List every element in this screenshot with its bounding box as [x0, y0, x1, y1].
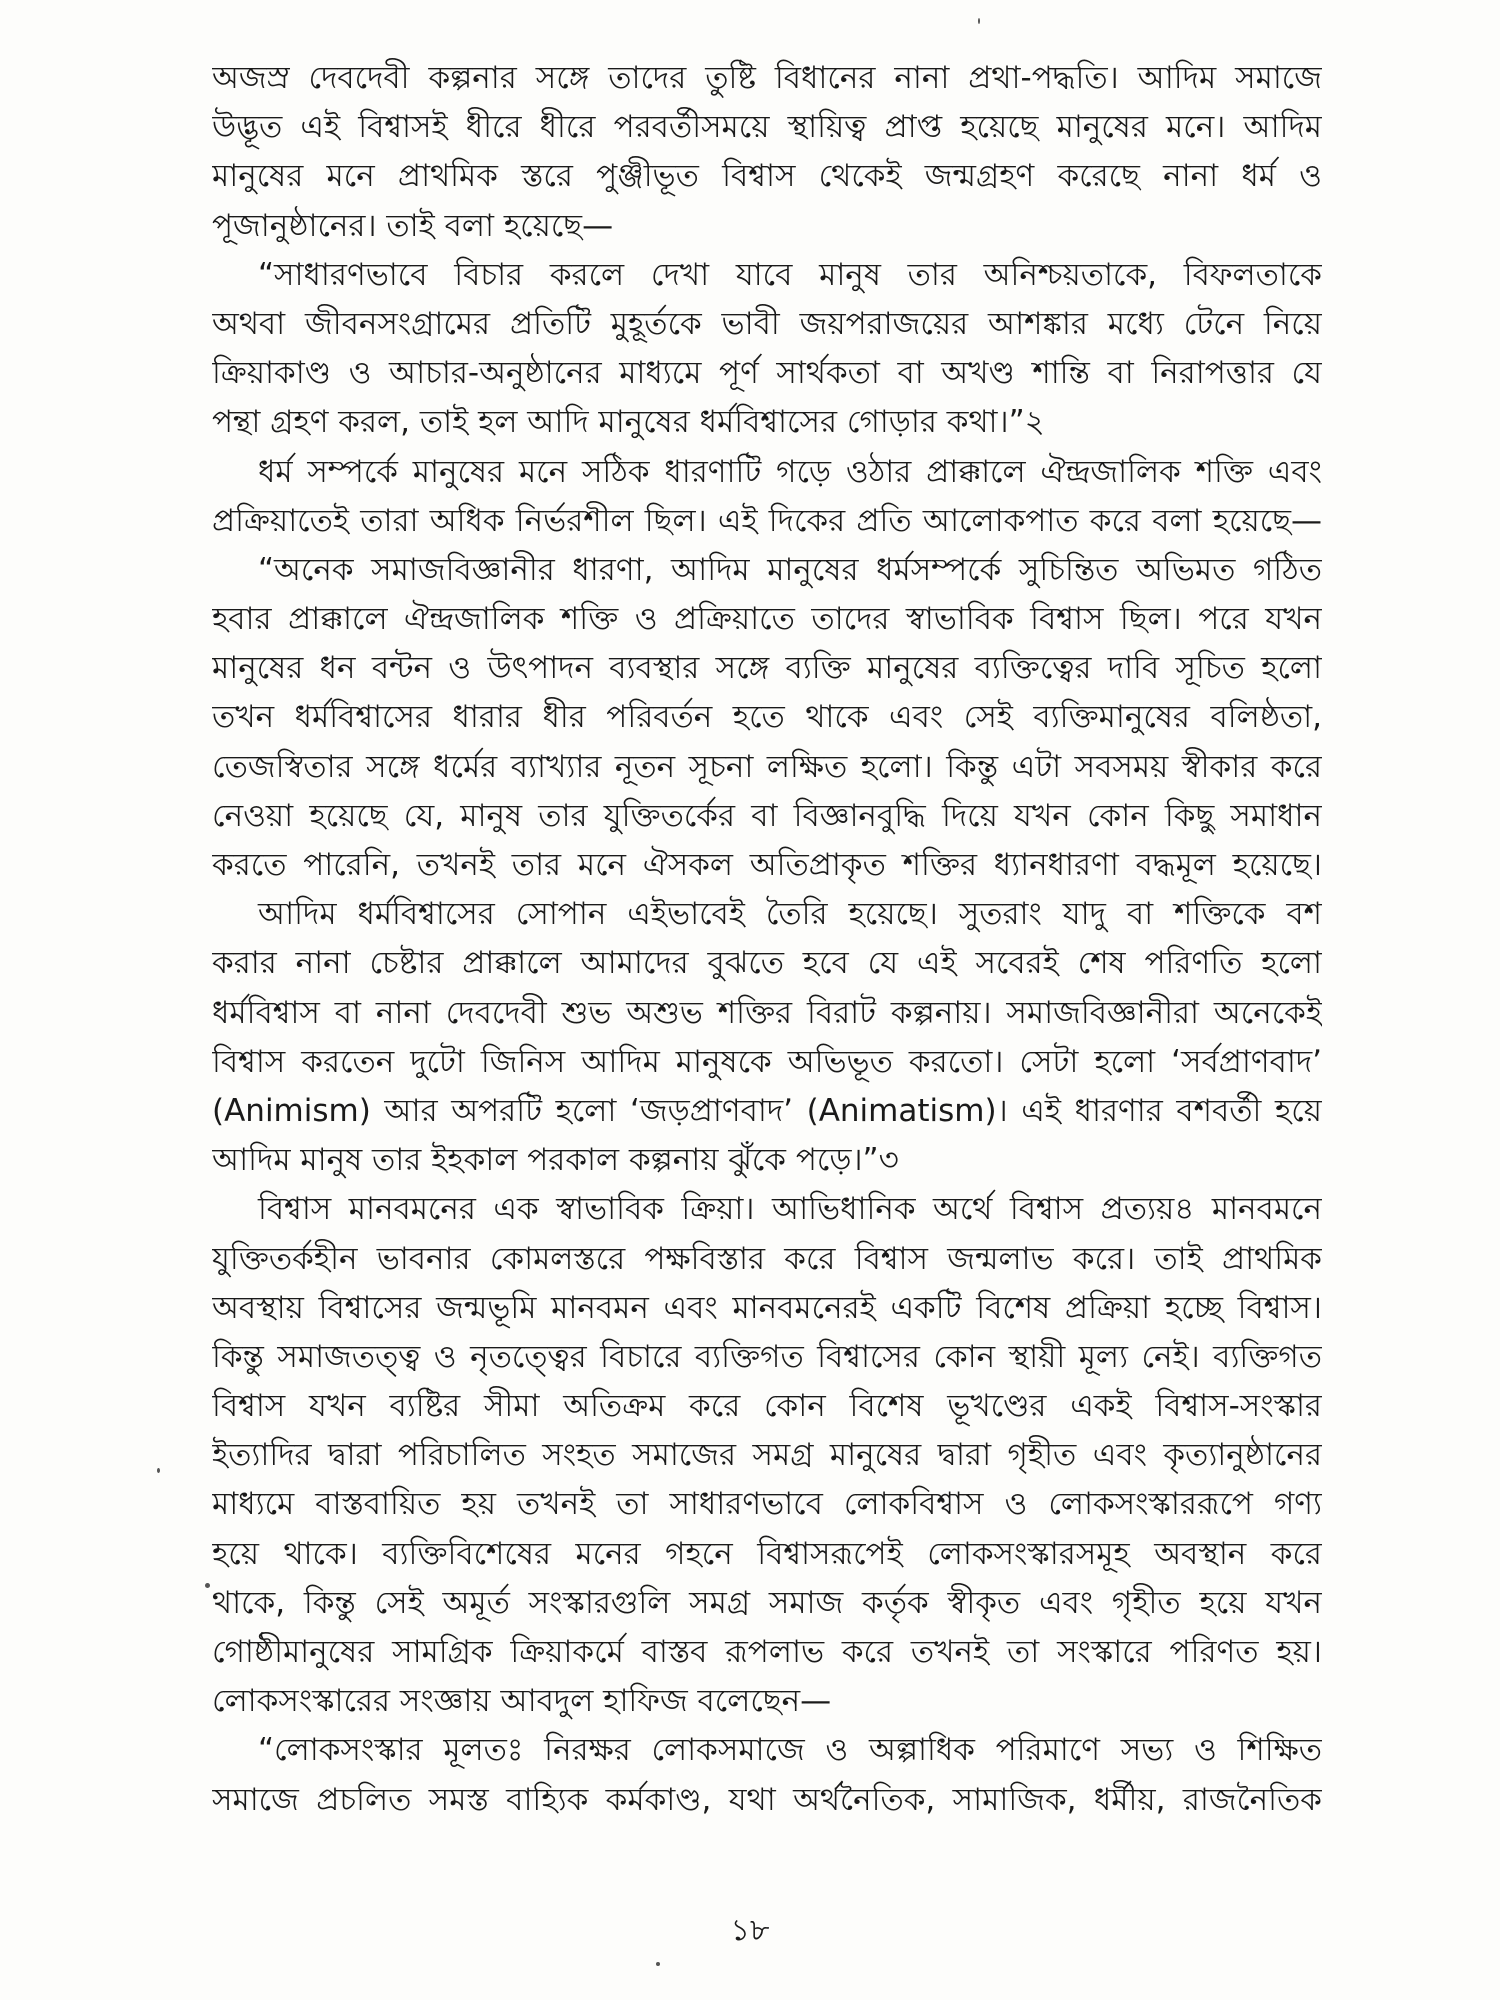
text-line: অবস্থায় বিশ্বাসের জন্মভূমি মানবমন এবং মানবমনেরই একটি বিশেষ প্রক্রিয়া হচ্ছে বিশ্বাস। — [212, 1289, 1322, 1326]
quote-line: ধর্মবিশ্বাস বা নানা দেবদেবী শুভ অশুভ শক্তির বিরাট কল্পনায়। সমাজবিজ্ঞানীরা অনেকেই — [212, 994, 1322, 1031]
scan-speck — [978, 18, 980, 24]
text-line: বিশ্বাস যখন ব্যষ্টির সীমা অতিক্রম করে কোন বিশেষ ভূখণ্ডের একই বিশ্বাস-সংস্কার — [212, 1388, 1322, 1425]
quote-line: আদিম ধর্মবিশ্বাসের সোপান এইভাবেই তৈরি হয়েছে। সুতরাং যাদু বা শক্তিকে বশ — [258, 896, 1322, 933]
text-line: প্রক্রিয়াতেই তারা অধিক নির্ভরশীল ছিল। এই দিকের প্রতি আলোকপাত করে বলা হয়েছে— — [212, 502, 1322, 539]
quote-line: বিশ্বাস করতেন দুটো জিনিস আদিম মানুষকে অভিভূত করতো। সেটা হলো ‘সর্বপ্রাণবাদ’ — [212, 1043, 1322, 1080]
quote-line: আদিম মানুষ তার ইহকাল পরকাল কল্পনায় ঝুঁকে পড়ে।”৩ — [212, 1142, 899, 1179]
quote-line: “সাধারণভাবে বিচার করলে দেখা যাবে মানুষ তার অনিশ্চয়তাকে, বিফলতাকে — [258, 256, 1322, 293]
text-line: বিশ্বাস মানবমনের এক স্বাভাবিক ক্রিয়া। আভিধানিক অর্থে বিশ্বাস প্রত্যয়৪ মানবমনে — [258, 1191, 1322, 1228]
quote-line: “লোকসংস্কার মূলতঃ নিরক্ষর লোকসমাজে ও অল্পাধিক পরিমাণে সভ্য ও শিক্ষিত — [258, 1732, 1322, 1769]
text-line: হয়ে থাকে। ব্যক্তিবিশেষের মনের গহনে বিশ্বাসরূপেই লোকসংস্কারসমূহ অবস্থান করে — [212, 1535, 1322, 1572]
quote-line: অথবা জীবনসংগ্রামের প্রতিটি মুহূর্তকে ভাবী জয়পরাজয়ের আশঙ্কার মধ্যে টেনে নিয়ে — [212, 305, 1322, 342]
scan-speck — [157, 1468, 160, 1473]
quote-line: তেজস্বিতার সঙ্গে ধর্মের ব্যাখ্যার নূতন সূচনা লক্ষিত হলো। কিন্তু এটা সবসময় স্বীকার করে — [212, 748, 1322, 785]
text-line: মানুষের মনে প্রাথমিক স্তরে পুঞ্জীভূত বিশ্বাস থেকেই জন্মগ্রহণ করেছে নানা ধর্ম ও — [212, 158, 1322, 195]
quote-line: হবার প্রাক্কালে ঐন্দ্রজালিক শক্তি ও প্রক্রিয়াতে তাদের স্বাভাবিক বিশ্বাস ছিল। পরে যখন — [212, 601, 1322, 638]
text-line: কিন্তু সমাজতত্ত্ব ও নৃতত্ত্বের বিচারে ব্যক্তিগত বিশ্বাসের কোন স্থায়ী মূল্য নেই। ব্যক্তিগত — [212, 1338, 1322, 1375]
text-line: পূজানুষ্ঠানের। তাই বলা হয়েছে— — [212, 207, 614, 244]
quote-line: মানুষের ধন বন্টন ও উৎপাদন ব্যবস্থার সঙ্গে ব্যক্তি মানুষের ব্যক্তিত্বের দাবি সূচিত হলো — [212, 650, 1322, 687]
text-line: উদ্ভূত এই বিশ্বাসই ধীরে ধীরে পরবর্তীসময়ে স্থায়িত্ব প্রাপ্ত হয়েছে মানুষের মনে। আদিম — [212, 109, 1322, 146]
quote-line: নেওয়া হয়েছে যে, মানুষ তার যুক্তিতর্কের বা বিজ্ঞানবুদ্ধি দিয়ে যখন কোন কিছু সমাধান — [212, 797, 1322, 834]
text-line: যুক্তিতর্কহীন ভাবনার কোমলস্তরে পক্ষবিস্তার করে বিশ্বাস জন্মলাভ করে। তাই প্রাথমিক — [212, 1240, 1322, 1277]
scan-speck — [656, 1962, 660, 1966]
quote-line: ক্রিয়াকাণ্ড ও আচার-অনুষ্ঠানের মাধ্যমে পূর্ণ সার্থকতা বা অখণ্ড শান্তি বা নিরাপত্তার যে — [212, 355, 1322, 392]
quote-line: “অনেক সমাজবিজ্ঞানীর ধারণা, আদিম মানুষের ধর্মসম্পর্কে সুচিন্তিত অভিমত গঠিত — [258, 551, 1322, 588]
page-number: ১৮ — [730, 1913, 770, 1948]
text-line: মাধ্যমে বাস্তবায়িত হয় তখনই তা সাধারণভাবে লোকবিশ্বাস ও লোকসংস্কাররূপে গণ্য — [212, 1486, 1322, 1523]
quote-line: করার নানা চেষ্টার প্রাক্কালে আমাদের বুঝতে হবে যে এই সবেরই শেষ পরিণতি হলো — [212, 945, 1322, 982]
body-text — [212, 54, 1322, 1825]
quote-line: (Animism) আর অপরটি হলো ‘জড়প্রাণবাদ’ (Animatism)। এই ধারণার বশবর্তী হয়ে — [212, 1092, 1322, 1129]
text-line: লোকসংস্কারের সংজ্ঞায় আবদুল হাফিজ বলেছেন— — [212, 1683, 832, 1720]
text-line: থাকে, কিন্তু সেই অমূর্ত সংস্কারগুলি সমগ্র সমাজ কর্তৃক স্বীকৃত এবং গৃহীত হয়ে যখন — [212, 1584, 1322, 1621]
quote-line: পন্থা গ্রহণ করল, তাই হল আদি মানুষের ধর্মবিশ্বাসের গোড়ার কথা।”২ — [212, 404, 1045, 441]
text-line: ইত্যাদির দ্বারা পরিচালিত সংহত সমাজের সমগ্র মানুষের দ্বারা গৃহীত এবং কৃত্যানুষ্ঠানের — [212, 1437, 1322, 1474]
scan-speck — [205, 1583, 210, 1588]
quote-line: সমাজে প্রচলিত সমস্ত বাহ্যিক কর্মকাণ্ড, যথা অর্থনৈতিক, সামাজিক, ধর্মীয়, রাজনৈতিক — [212, 1781, 1322, 1818]
quote-line: করতে পারেনি, তখনই তার মনে ঐসকল অতিপ্রাকৃত শক্তির ধ্যানধারণা বদ্ধমূল হয়েছে। — [212, 847, 1322, 883]
text-line: গোষ্ঠীমানুষের সামগ্রিক ক্রিয়াকর্মে বাস্তব রূপলাভ করে তখনই তা সংস্কারে পরিণত হয়। — [212, 1634, 1322, 1670]
text-line: ধর্ম সম্পর্কে মানুষের মনে সঠিক ধারণাটি গড়ে ওঠার প্রাক্কালে ঐন্দ্রজালিক শক্তি এবং — [258, 453, 1322, 490]
quote-line: তখন ধর্মবিশ্বাসের ধারার ধীর পরিবর্তন হতে থাকে এবং সেই ব্যক্তিমানুষের বলিষ্ঠতা, — [212, 699, 1322, 736]
text-line: অজস্র দেবদেবী কল্পনার সঙ্গে তাদের তুষ্টি বিধানের নানা প্রথা-পদ্ধতি। আদিম সমাজে — [212, 60, 1322, 96]
